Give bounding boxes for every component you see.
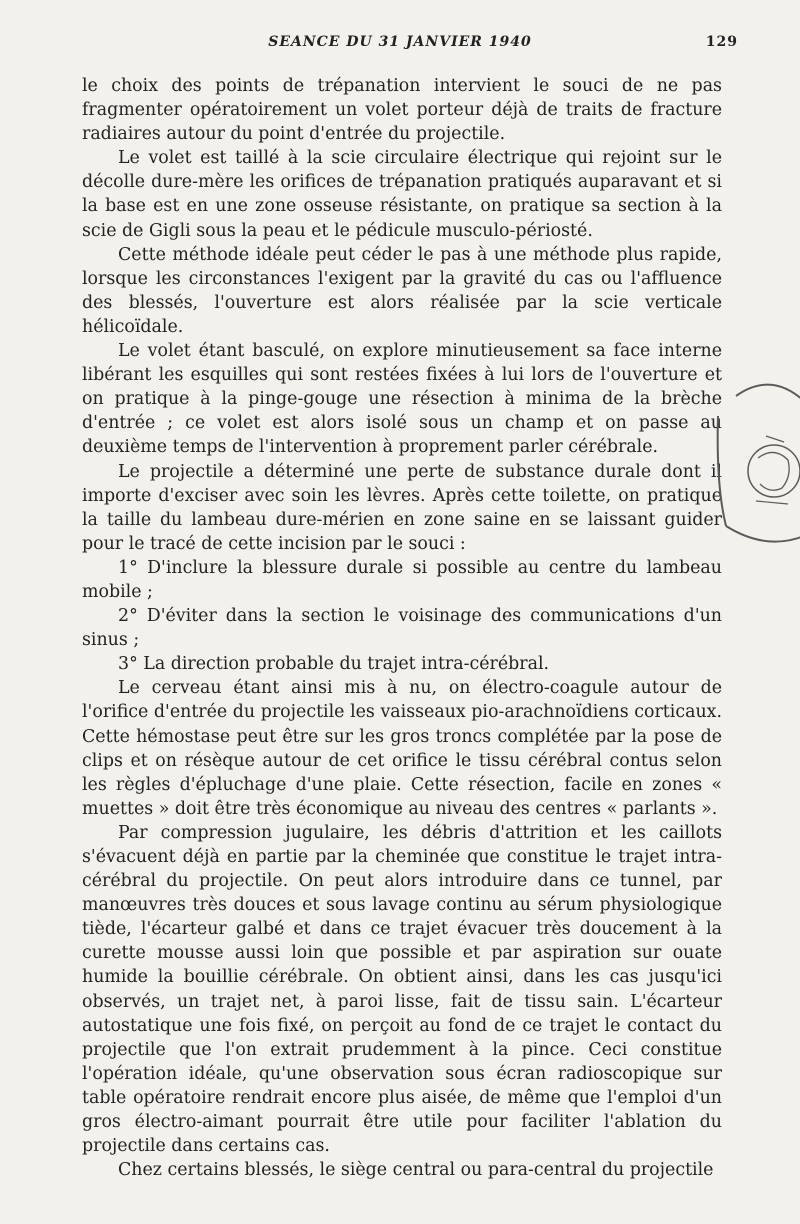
paragraph: Le cerveau étant ainsi mis à nu, on électro-coagule autour de l'orifice d'entrée du projectile les vaisseaux pio-arachnoïdiens corticaux. Cette hémostase peut être sur les gros troncs complétée par la pose de clips et on résèque autour de cet orifice le tissu cérébral contus selon les règles d'épluchage d'une plaie. Cette résection, facile en zones « muettes » doit être très économique au niveau des centres « parlants ».: [82, 678, 722, 819]
paragraph: Par compression jugulaire, les débris d'attrition et les caillots s'évacuent déjà en partie par la cheminée que constitue le trajet intra-cérébral du projectile. On peut alors introduire dans ce tunnel, par manœuvres très douces et sous lavage continu au sérum physiologique tiède, l'écarteur galbé et dans ce trajet évacuer très doucement à la curette mousse aussi loin que possible et par aspiration sur ouate humide la bouillie cérébrale. On obtient ainsi, dans les cas jusqu'ici observés, un trajet net, à paroi lisse, fait de tissu sain. L'écarteur autostatique une fois fixé, on perçoit au fond de ce trajet le contact du projectile que l'on extrait prudemment à la pince. Ceci constitue l'opération idéale, qu'une observation sous écran radioscopique sur table opératoire rendrait encore plus aisée, de même que l'emploi d'un gros électro-aimant pourrait être utile pour faciliter l'ablation du projectile dans certains cas.: [82, 822, 722, 1157]
paragraph: Cette méthode idéale peut céder le pas à une méthode plus rapide, lorsque les circonstances l'exigent par la gravité du cas ou l'affluence des blessés, l'ouverture est alors réalisée par la scie verticale hélicoïdale.: [82, 244, 722, 337]
body-text: [82, 74, 722, 1182]
paragraph: le choix des points de trépanation intervient le souci de ne pas fragmenter opératoirement un volet porteur déjà de traits de fracture radiaires autour du point d'entrée du projectile.: [82, 76, 722, 145]
list-item: 2° D'éviter dans la section le voisinage des communications d'un sinus ;: [82, 606, 722, 651]
running-head: SEANCE DU 31 JANVIER 1940: [268, 34, 532, 50]
list-item: 1° D'inclure la blessure durale si possible au centre du lambeau mobile ;: [82, 557, 722, 602]
paragraph: Chez certains blessés, le siège central ou para-central du projectile: [118, 1160, 714, 1181]
paragraph: Le volet étant basculé, on explore minutieusement sa face interne libérant les esquilles qui sont restées fixées à lui lors de l'ouverture et on pratique à la pinge-gouge une résection à minima de la brèche d'entrée ; ce volet est alors isolé sous un champ et on passe au deuxième temps de l'intervention à proprement parler cérébrale.: [82, 341, 722, 458]
paragraph: Le volet est taillé à la scie circulaire électrique qui rejoint sur le décolle dure-mère les orifices de trépanation pratiqués auparavant et si la base est en une zone osseuse résistante, on pratique sa section à la scie de Gigli sous la peau et le pédicule musculo-périosté.: [82, 148, 722, 241]
page-number: 129: [705, 34, 738, 50]
page-header: [0, 34, 800, 54]
paragraph: Le projectile a déterminé une perte de substance durale dont il importe d'exciser avec soin les lèvres. Après cette toilette, on pratique la taille du lambeau dure-mérien en zone saine en se laissant guider pour le tracé de cette incision par le souci :: [82, 461, 722, 554]
library-stamp-icon: [696, 376, 800, 552]
list-item: 3° La direction probable du trajet intra-cérébral.: [118, 654, 550, 675]
